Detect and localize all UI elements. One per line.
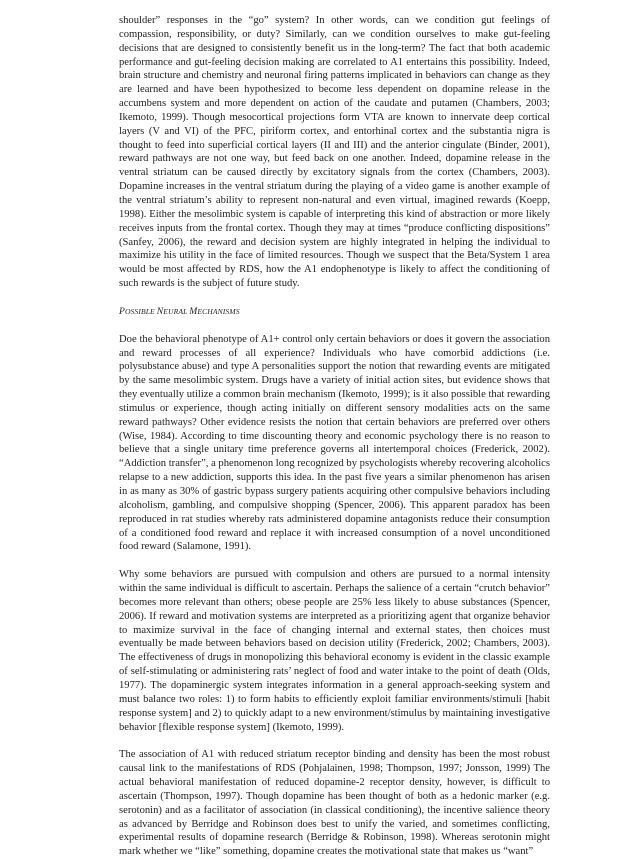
heading-cap-n: N: [156, 305, 164, 317]
body-paragraph-4: The association of A1 with reduced striatum receptor binding and density has been the most robust causal link to the manifestations of RDS (Pohjalainen, 1998; Thompson, 1997; Jonsson, 1999) The actual behavioral manifestation of reduced dopamine-2 receptor density, however, is difficult to ascertain (Thompson, 1997). Though dopamine has been thought of both as a hedonic marker (e.g. serotonin) and as a facilitator of association (in classical conditioning), the incentive salience theory as advanced by Berridge and Robinson does best to unify the varied, and sometimes conflicting, experimental results of dopamine research (Berridge & Robinson, 1998). Whereas serotonin might mark whether we “like” something, dopamine creates the motivational state that makes us “want”: [119, 749, 550, 858]
paragraph-gap: [119, 554, 550, 568]
body-paragraph-3: Why some behaviors are pursued with compulsion and others are pursued to a normal intensity within the same individual is difficult to ascertain. Perhaps the salience of a certain “crutch behavior” becomes more relevant than others; obese people are 25% less likely to abuse substances (Spencer, 2006). If reward and motivation systems are interpreted as a prioritizing agent that organize behavior to maximize survival in the face of changing internal and external states, then choices must eventually be made between behaviors based on decision utility (Frederick, 2002; Chambers, 2003). The effectiveness of drugs in monopolizing this behavioral economy is evident in the classic example of self-stimulating or administering rats’ neglect of food and water intake to the point of death (Olds, 1977). The dopaminergic system integrates information in a general approach-seeking system and must balance two roles: 1) to form habits to efficiently exploit familiar environments/stimuli [habit response system] and 2) to quickly adapt to a new environment/stimulus by maintaining investigative behavior [flexible response system] (Ikemoto, 1999).: [119, 569, 550, 733]
heading-smallcaps-1: OSSIBLE: [124, 306, 157, 316]
heading-smallcaps-2: EURAL: [163, 306, 190, 316]
body-paragraph-2: Doe the behavioral phenotype of A1+ control only certain behaviors or does it govern the association and reward processes of all experience? Individuals who have comorbid addictions (i.e. polysubstance abuse) and type A personalities support the notion that rewarding events are mitigated by the same mesolimbic system. Drugs have a variety of initial action sites, but evidence shows that they eventually utilize a common brain mechanism (Ikemoto, 1999); is it also possible that rewarding stimulus or experience, though acting initially on different sensory modalities acts on the same reward pathways? Other evidence resists the notion that certain behaviors are preferred over others (Wise, 1984). According to time discounting theory and economic psychology there is no reason to believe that a single unitary time preference governs all intertemporal choices (Frederick, 2002). “Addiction transfer”, a phenomenon long recognized by psychologists whereby recovering alcoholics relapse to a new addiction, supports this idea. In the past five years a similar phenomenon has arisen in as many as 30% of gastric bypass surgery patients acquiring other compulsive behaviors including alcoholism, gambling, and compulsive shopping (Spencer, 2006). This apparent paradox has been reproduced in rat studies whereby rats administered dopamine antagonists reduce their consumption of a conditioned food reward and replace it with increased consumption of a novel unconditioned food reward (Salamone, 1991).: [119, 333, 550, 553]
paragraph-gap: [119, 319, 550, 333]
section-heading: [119, 305, 550, 319]
paragraph-gap: [119, 291, 550, 305]
heading-smallcaps-3: ECHANISMS: [197, 306, 240, 316]
heading-cap-p: P: [119, 305, 125, 317]
paragraph-gap: [119, 734, 550, 748]
body-paragraph-1: shoulder” responses in the “go” system? In other words, can we condition gut feelings of compassion, responsibility, or duty? Similarly, can we condition ourselves to make gut-feeling decisions that are designed to consistently benefit us in the long-term? The fact that both academic performance and gut-feeling decision making are correlated to A1 entertains this possibility. Indeed, brain structure and chemistry and neuronal firing patterns implicated in behaviors can change as they are learned and have been hypothesized to become less dependent on dopamine release in the accumbens system and more dependent on action of the caudate and putamen (Chambers, 2003; Ikemoto, 1999). Though mesocortical projections form VTA are known to innervate deep cortical layers (V and VI) of the PFC, piriform cortex, and entorhinal cortex and the substantia nigra is thought to feed into superficial cortical layers (II and III) and the anterior cingulate (Binder, 2001), reward pathways are not one way, but feed back on one another. Indeed, dopamine release in the ventral striatum can be caused directly by excitatory signals from the cortex (Chambers, 2003). Dopamine increases in the ventral striatum during the playing of a video game is another example of the ventral striatum’s ability to represent non-natural and even virtual, imagined rewards (Koepp, 1998). Either the mesolimbic system is capable of interpreting this kind of abstraction or more likely receives inputs from the frontal cortex. Though they may at times “produce conflicting dispositions” (Sanfey, 2006), the reward and decision system are highly integrated in helping the individual to maximize his utility in the face of limited resources. Though we suspect that the Beta/System 1 area would be most affected by RDS, how the A1 endophenotype is likely to affect the conditioning of such rewards is the subject of future study.: [119, 15, 550, 290]
document-page: [119, 14, 550, 859]
heading-cap-m: M: [189, 305, 198, 317]
